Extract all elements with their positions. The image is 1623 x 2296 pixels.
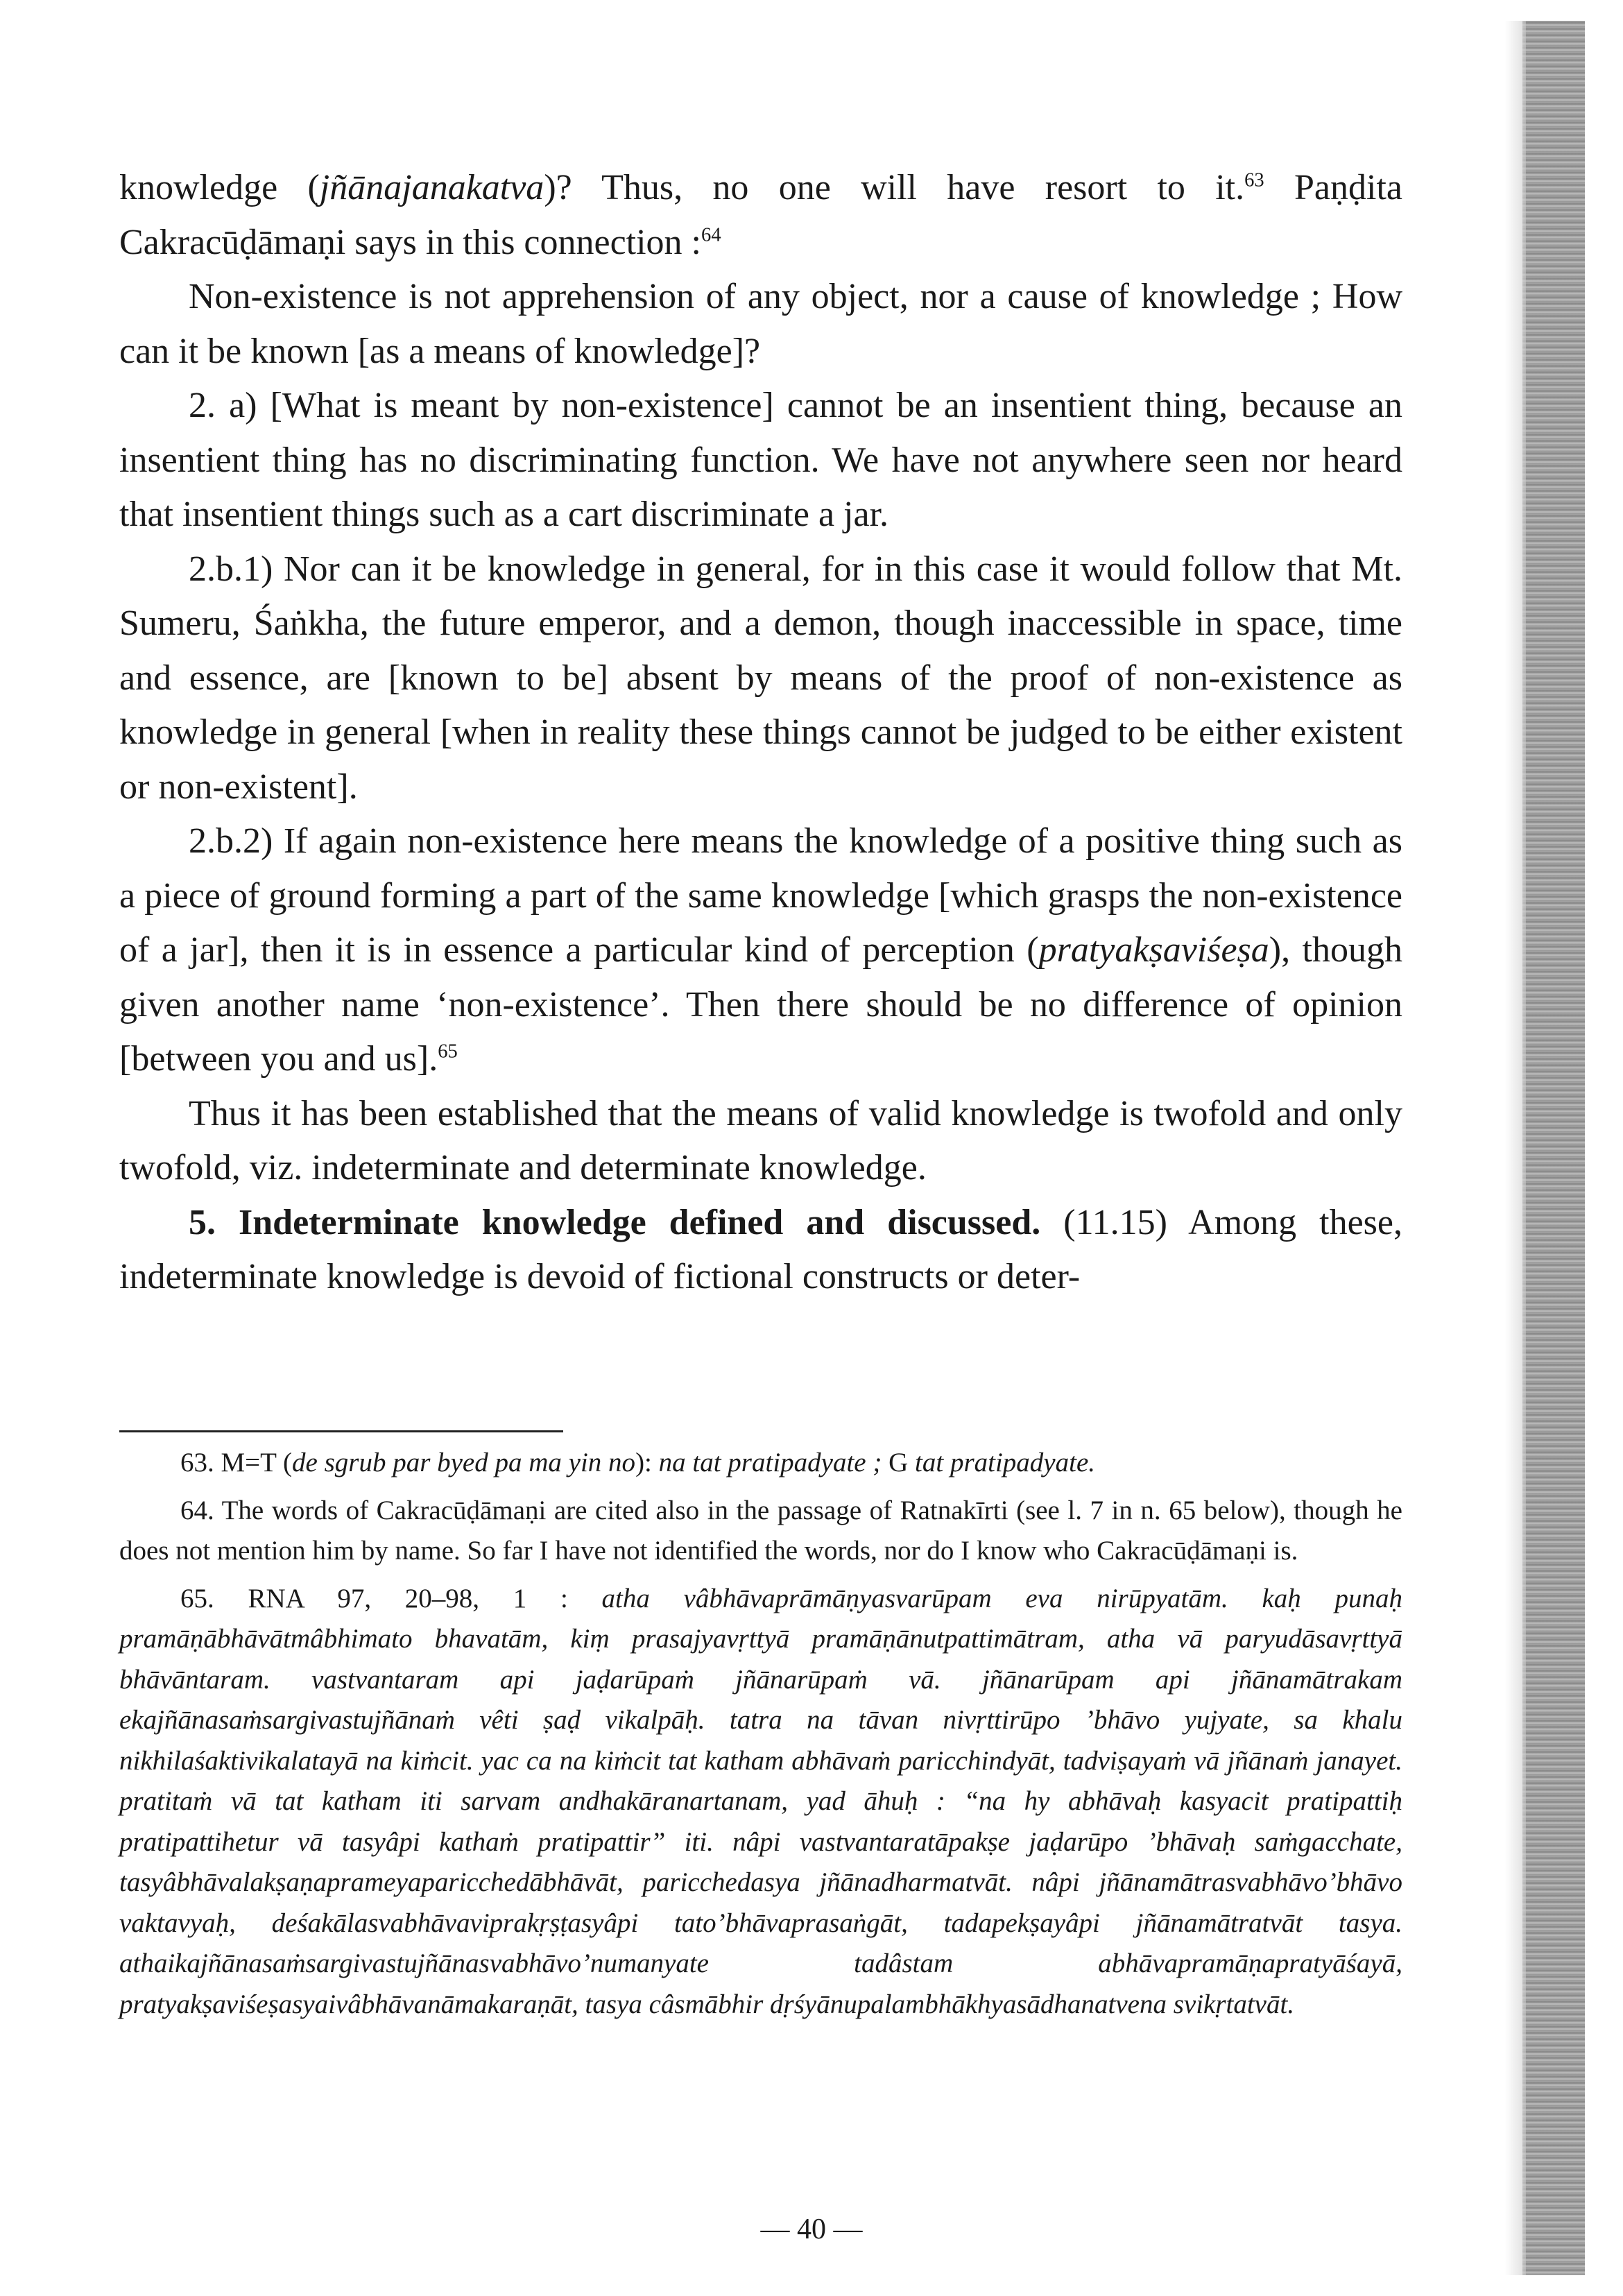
sanskrit-term: pratyakṣaviśeṣa (1038, 930, 1269, 970)
sanskrit-quote: na tat pratipadyate ; (658, 1448, 882, 1477)
page-edge-shadow (1505, 21, 1526, 2275)
sanskrit-passage: atha vâbhāvaprāmāṇyasvarūpam eva nirūpyatām. kaḥ punaḥ pramāṇābhāvātmâbhimato bhavatām, kiṃ prasajyavṛttyā pramāṇānutpattimātram, atha vā paryudāsavṛttyā bhāvāntaram. vastvantaram api jaḍarūpaṁ jñānarūpaṁ vā. jñānarūpam api jñānamātrakam ekajñānasaṁsargivastujñānaṁ vêti ṣaḍ vikalpāḥ. tatra na tāvan nivṛttirūpo ’bhāvo yujyate, sa khalu nikhilaśaktivikalatayā na kiṁcit. yac ca na kiṁcit tat katham abhāvaṁ paricchindyāt, tadviṣayaṁ vā jñānaṁ janayet. pratitaṁ vā tat katham iti sarvam andhakāranartanam, yad āhuḥ : “na hy abhāvaḥ kasyacit pratipattiḥ pratipattihetur vā tasyâpi kathaṁ pratipattir” iti. nâpi vastvantaratāpakṣe jaḍarūpo ’bhāvaḥ saṁgacchate, tasyâbhāvalakṣaṇaprameyaparicchedābhāvāt, paricchedasya jñānadharmatvāt. nâpi jñānamātrasvabhāvo’bhāvo vaktavyaḥ, deśakālasvabhāvaviprakṛṣṭasyâpi tato’bhāvaprasaṅgāt, tadapekṣayâpi jñānamātratvāt tasya. athaikajñānasaṁsargivastujñānasvabhāvo’numanyate tadâstam abhāvapramāṇapratyāśayā, pratyakṣaviśeṣasyaivâbhāvanāmakaraṇāt, tasya câsmābhir dṛśyānupalambhākhyasādhanatvena svikṛtatvāt. (119, 1583, 1402, 2019)
text-run: 2.b.2) If again non-existence here means the knowledge of a positive thing such as a piece of ground forming a part of the same knowledge [which grasps the non-existence of a jar], then it is in essence a particular kind of perception ( (119, 821, 1402, 970)
text-run: )? Thus, no one will have resort to it. (544, 168, 1245, 207)
paragraph-conclusion: Thus it has been established that the means of valid knowledge is twofold and only twofold, viz. indeterminate and determinate knowledge. (119, 1093, 1402, 1188)
footnote-text: The words of Cakracūḍāmaṇi are cited also in the passage of Ratnakīrti (see l. 7 in n. 65 below), though he does not mention him by name. So far I have not identified the words, nor do I know who Cakracūḍāmaṇi is. (119, 1495, 1402, 1566)
citation-reference: RNA 97, 20–98, 1 : (214, 1583, 602, 1613)
text-run: Paṇḍita Cakracūḍāmaṇi says in this connection : (119, 168, 1402, 262)
footnote-64 (119, 1491, 1402, 1572)
footnote-ref-65[interactable]: 65 (438, 1040, 458, 1063)
sanskrit-term: jñānajanakatva (319, 168, 544, 207)
footnote-number: 65. (180, 1583, 214, 1613)
text-run: ), though given another name ‘non-existence’. Then there should be no difference of opinion [between you and us]. (119, 930, 1402, 1079)
page-number: — 40 — (760, 2213, 863, 2245)
paragraph-continuation (119, 161, 1402, 270)
footnote-63 (119, 1443, 1402, 1484)
text-run: G (882, 1448, 916, 1477)
paragraph-2a: 2. a) [What is meant by non-existence] cannot be an insentient thing, because an insentient thing has no discriminating function. We have not anywhere seen nor heard that insentient things such as a cart discriminate a jar. (119, 386, 1402, 534)
footnote-number: 63. (180, 1448, 214, 1477)
section-5-paragraph (119, 1196, 1402, 1305)
text-run: knowledge ( (119, 168, 320, 207)
main-text (119, 161, 1402, 1305)
tibetan-quote: de sgrub par byed pa ma yin no (292, 1448, 636, 1477)
text-run: (11.15) Among these, indeterminate knowledge is devoid of fictional constructs or deter- (119, 1202, 1402, 1296)
text-run: ): (635, 1448, 659, 1477)
text-run: M=T ( (214, 1448, 293, 1477)
paragraph-2b1: 2.b.1) Nor can it be knowledge in general, for in this case it would follow that Mt. Sumeru, Śaṅkha, the future emperor, and a demon, though inaccessible in space, time and essence, are [known to be] absent by means of the proof of non-existence as knowledge in general [when in reality these things cannot be judged to be either existent or non-existent]. (119, 549, 1402, 807)
footnote-separator (119, 1430, 563, 1432)
footnote-number: 64. (180, 1495, 214, 1525)
quotation-paragraph: Non-existence is not apprehension of any object, nor a cause of knowledge ; How can it be known [as a means of knowledge]? (119, 277, 1402, 371)
sanskrit-quote: tat pratipadyate. (915, 1448, 1096, 1477)
footnotes (119, 1443, 1402, 2025)
footnote-ref-64[interactable]: 64 (701, 224, 721, 246)
scanned-page-edge (1522, 21, 1585, 2275)
footnote-ref-63[interactable]: 63 (1244, 169, 1264, 191)
footnote-65 (119, 1579, 1402, 2025)
section-heading: 5. Indeterminate knowledge defined and discussed. (189, 1202, 1041, 1242)
paragraph-2b2 (119, 814, 1402, 1087)
